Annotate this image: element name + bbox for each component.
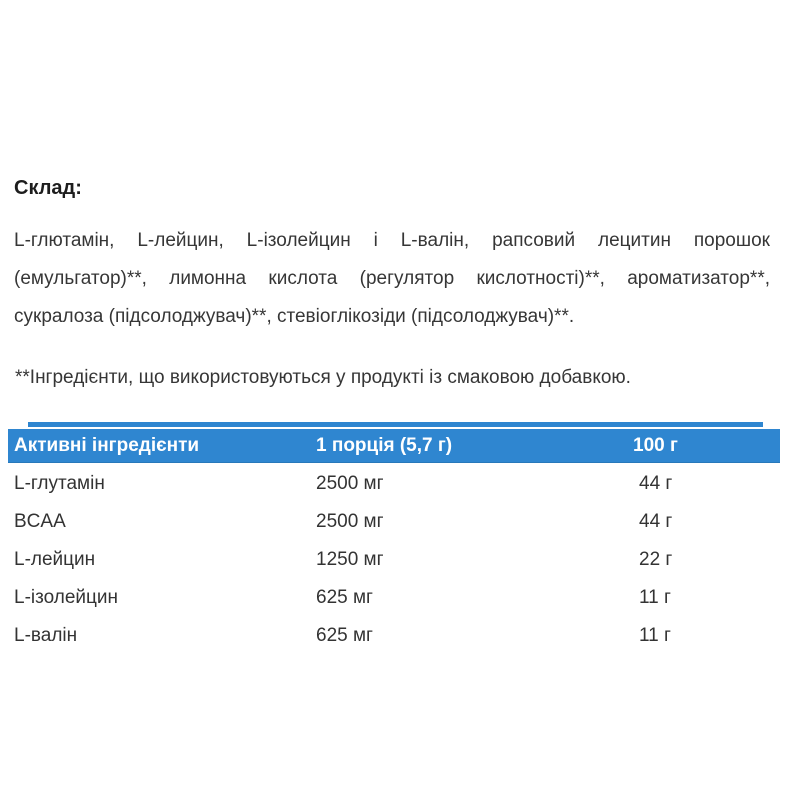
serving-value: 625 мг: [316, 587, 373, 608]
ingredient-name: L-ізолейцин: [14, 587, 119, 608]
table-row-valine: [8, 617, 780, 655]
serving-value: 2500 мг: [316, 511, 384, 532]
flavor-additive-note: **Інгредієнти, що використовуються у продукті із смаковою добавкою.: [15, 367, 631, 388]
table-header-row: [8, 429, 780, 463]
per-100g-value: 11 г: [639, 587, 671, 608]
serving-value: 625 мг: [316, 625, 373, 646]
per-100g-value: 44 г: [639, 473, 673, 494]
ingredient-name: L-лейцин: [14, 549, 96, 570]
per-100g-value: 22 г: [639, 549, 673, 570]
composition-heading: Склад:: [14, 177, 82, 199]
table-row-isoleucine: [8, 579, 780, 617]
ingredients-paragraph: [14, 222, 770, 336]
ingredient-name: L-глутамін: [14, 473, 105, 494]
table-row-bcaa: [8, 503, 780, 541]
ingredient-name: L-валін: [14, 625, 78, 646]
ingredients-line-2: (емульгатор)**, лимонна кислота (регулятор кислотності)**, ароматизатор**,: [14, 268, 770, 289]
table-row-glutamine: [8, 465, 780, 503]
col-header-per-serving: 1 порція (5,7 г): [316, 434, 453, 456]
ingredients-line-1: L-глютамін, L-лейцин, L-ізолейцин і L-валін, рапсовий лецитин порошок: [14, 230, 770, 251]
ingredients-line-3: сукралоза (підсолоджувач)**, стевіоглікозіди (підсолоджувач)**.: [14, 306, 575, 327]
table-top-rule: [28, 422, 763, 427]
per-100g-value: 44 г: [639, 511, 673, 532]
table-row-leucine: [8, 541, 780, 579]
active-ingredients-table: [8, 422, 780, 655]
col-header-active-ingredients: Активні інгредієнти: [14, 434, 200, 456]
col-header-per-100g: 100 г: [633, 434, 678, 456]
serving-value: 2500 мг: [316, 473, 384, 494]
per-100g-value: 11 г: [639, 625, 671, 646]
serving-value: 1250 мг: [316, 549, 384, 570]
table-body: [8, 465, 780, 655]
ingredient-name: BCAA: [14, 511, 66, 532]
